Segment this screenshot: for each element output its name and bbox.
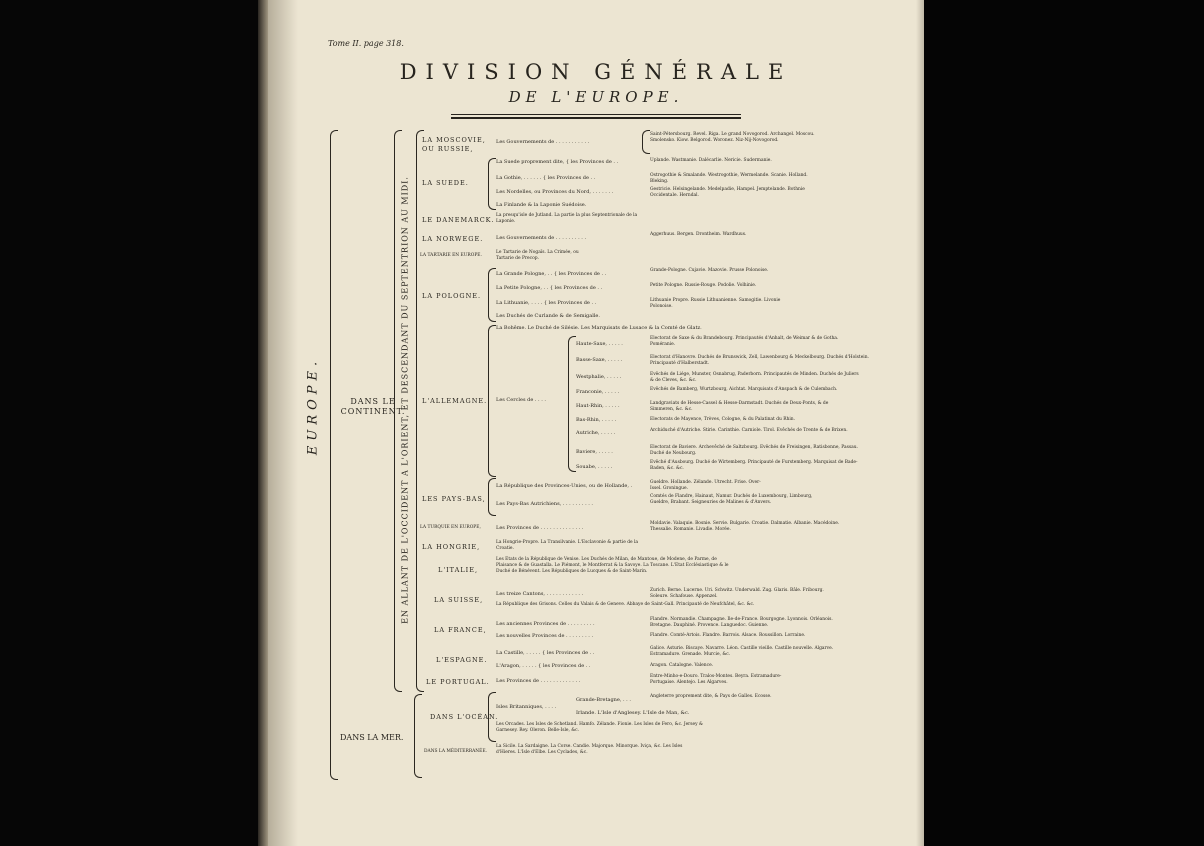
ocean-a1-items: Angleterre proprement dite, & Pays de Galles. Ecosse.	[650, 694, 772, 699]
mer-brace	[414, 694, 422, 778]
continent-label: DANS LE CONTINENT.	[340, 397, 406, 416]
cercle-items: Evêchés de Liége, Munster, Osnabrug, Paderborn. Principautés de Minden. Duchés de Juliers & de Cleves, &c. &c.	[650, 372, 859, 383]
allemagne-sub: Les Cercles de . . . .	[496, 397, 546, 403]
document-page	[268, 0, 924, 846]
espagne-a: La Castille, . . . . . { les Provinces de . .	[496, 650, 595, 656]
page-subtitle: DE L'EUROPE.	[508, 88, 684, 106]
country-moscovie: LA MOSCOVIE, OU RUSSIE,	[422, 136, 486, 154]
france-a-items: Flandre. Normandie. Champagne. Ile-de-France. Bourgogne. Lyonnois. Orléanois. Bretagne. Dauphiné. Provence. Languedoc. Guienne.	[650, 617, 833, 628]
suede-a: La Suede proprement dite, { les Provinces de . .	[496, 159, 619, 165]
europe-label: EUROPE.	[305, 356, 321, 456]
cercle-items: Landgraviats de Hesse-Cassel & Hesse-Darmstadt. Duchés de Deux-Ponts, & de Simmeren, &c. &c.	[650, 401, 829, 412]
tartarie-items: Le Tartarie de Nogaïs. La Crimée, ou Tartarie de Precop.	[496, 250, 579, 261]
suede-c-items: Gestricie. Helsingelande. Medelpadie, Hampel. Jemptelande. Bothnie Occidentale. Herndal.	[650, 187, 805, 198]
country-espagne: L'ESPAGNE.	[436, 656, 488, 664]
page-reference: Tome II. page 318.	[328, 39, 404, 48]
country-ocean: DANS L'OCÉAN.	[430, 713, 499, 721]
france-b: Les nouvelles Provinces de . . . . . . . . .	[496, 633, 594, 639]
cercle-name: Baviere, . . . . .	[576, 449, 613, 455]
pologne-b: La Petite Pologne, . . { les Provinces de . .	[496, 285, 603, 291]
title-rule	[451, 114, 741, 115]
paysbas-a: La République des Provinces-Unies, ou de Hollande, .	[496, 483, 633, 489]
cercle-name: Haute-Saxe, . . . . .	[576, 341, 623, 347]
suede-b: La Gothie, . . . . . . { les Provinces de . .	[496, 175, 596, 181]
direction-label: EN ALLANT DE L'OCCIDENT A L'ORIENT, ET DESCENDANT DU SEPTENTRION AU MIDI.	[400, 176, 410, 624]
title-rule-thick	[451, 117, 741, 119]
turquie-items: Moldavie. Valaquie. Bosnie. Servie. Bulgarie. Croatie. Dalmatie. Albanie. Macédoine. Thessalie. Romanie. Livadie. Morée.	[650, 521, 840, 532]
espagne-b: L'Aragon, . . . . . { les Provinces de . .	[496, 663, 591, 669]
cercle-name: Basse-Saxe, . . . . .	[576, 357, 623, 363]
paysbas-b-items: Comtés de Flandre, Hainaut, Namur. Duchés de Luxembourg, Limbourg, Gueldre, Brabant. Seigneuries de Malines & d'Anvers.	[650, 494, 813, 505]
page-title: DIVISION GÉNÉRALE	[399, 60, 793, 84]
countries-brace	[416, 130, 424, 692]
country-norwege: LA NORWEGE.	[422, 235, 484, 243]
danemarck-items: La presqu'isle de Jutland. La partie la plus Septentrionale de la Laponie.	[496, 213, 638, 224]
mer-label: DANS LA MER.	[340, 733, 404, 742]
country-danemarck: LE DANEMARCK.	[422, 216, 495, 224]
country-paysbas: LES PAYS-BAS,	[422, 495, 486, 503]
cercle-name: Franconie, . . . . .	[576, 389, 620, 395]
dark-background	[924, 0, 1204, 846]
suisse-a: Les treize Cantons, . . . . . . . . . . . .	[496, 591, 584, 597]
espagne-a-items: Galice. Asturie. Biscaye. Navarre. Léon. Castille vieille. Castille nouvelle. Algarve. Estramadure. Grenade. Murcie, &c.	[650, 646, 834, 657]
norwege-sub: Les Gouvernements de . . . . . . . . . .	[496, 235, 587, 241]
cercle-items: Electorat de Baviere. Archevêché de Saltzbourg. Evêchés de Freisingen, Ratisbonne, Passau. Duché de Neubourg.	[650, 445, 858, 456]
suede-a-items: Uplande. Wastmanie. Dalécarlie. Nericie. Sudermanie.	[650, 158, 772, 163]
country-turquie: LA TURQUIE EN EUROPE,	[420, 525, 481, 530]
suede-b-items: Ostrogothie & Smalande. Westrogothie, Wermelande. Scanie. Holland. Bleking.	[650, 173, 808, 184]
ocean-a2: Irlande. L'Isle d'Anglesey. L'Isle de Man, &c.	[576, 710, 690, 716]
portugal-items: Entre-Minho-e-Douro. Tralos-Montes. Beyra. Estramadure-Portugaise. Alentejo. Les Algarves.	[650, 674, 782, 685]
cercle-name: Westphalie, . . . . .	[576, 374, 622, 380]
pologne-b-items: Petite Pologne. Russie-Rouge. Podolie. Volhinie.	[650, 283, 757, 288]
cercle-items: Electorat d'Hanovre. Duchés de Brunswick, Zell, Lawenbourg & Meckelbourg. Duchés d'Holstein. Principauté d'Halberstadt.	[650, 355, 869, 366]
suede-c: Les Nordelles, ou Provinces du Nord, . . . . . . .	[496, 189, 614, 195]
country-suisse: LA SUISSE,	[434, 596, 484, 604]
cercle-items: Electorats de Mayence, Trèves, Cologne, & du Palatinat du Rhin.	[650, 417, 796, 422]
cercle-items: Evêché d'Ausbourg. Duché de Wirtemberg. Principauté de Furstemberg. Marquisat de Bade-Baden, &c. &c.	[650, 460, 858, 471]
italie-items: Les Etats de la République de Venise. Les Duchés de Milan, de Mantoue, de Modene, de Parme, de Plaisance & de Guastalla. Le Piémont, le Montferrat & la Savoye. La Toscane. L'Etat Ecclésiastique & le Duché de Bénévent. Les Républiques de Lucques & de Saint-Marin.	[496, 557, 729, 574]
cercle-items: Archiduché d'Autriche. Stirie. Carinthie. Carniole. Tirol. Evêchés de Trente & de Brixen.	[650, 428, 848, 433]
mediterranee-items: La Sicile. La Sardaigne. La Corse. Candie. Majorque. Minorque. Iviça, &c. Les Isles d'Hieres. L'Isle d'Elbe. Les Cyclades, &c.	[496, 744, 683, 755]
country-france: LA FRANCE,	[434, 626, 487, 634]
pologne-a-items: Grande-Pologne. Cujavie. Mazovie. Prusse Polonoise.	[650, 268, 769, 273]
ocean-b: Les Orcades. Les Isles de Schetland. Hamfo. Zélande. Fionie. Les Isles de Fero, &c. Jersey & Garnesey. Rey. Oleron. Belle-Isle, &c.	[496, 722, 703, 733]
country-mediterranee: DANS LA MÉDITERRANÉE.	[424, 749, 487, 754]
country-hongrie: LA HONGRIE,	[422, 543, 481, 551]
moscovie-items: Saint-Pétersbourg. Revel. Riga. Le grand Novogorod. Archangel. Moscou. Smolensko. Kiow. Belgorod. Woronez. Niz-Nij-Novogorod.	[650, 132, 815, 143]
suisse-a-items: Zurich. Berne. Lucerne. Uri. Schwitz. Underwald. Zug. Glaris. Bâle. Fribourg. Soleure. Schafouse. Appenzel.	[650, 588, 824, 599]
allemagne-head: La Bohême. Le Duché de Silésie. Les Marquisats de Lusace & la Comté de Glatz.	[496, 325, 702, 331]
ocean-a1: Grande-Bretagne, . . .	[576, 697, 631, 703]
country-italie: L'ITALIE,	[438, 566, 479, 574]
suisse-b: La République des Grisons. Celles du Valais & de Geneve. Abbaye de Saint-Gall. Principauté de Neufchâtel, &c. &c.	[496, 602, 755, 607]
europe-brace	[330, 130, 338, 780]
moscovie-sub: Les Gouvernements de . . . . . . . . . . .	[496, 139, 590, 145]
pologne-d: Les Duchés de Curlande & de Semigalle.	[496, 313, 600, 319]
france-a: Les anciennes Provinces de . . . . . . . . .	[496, 621, 595, 627]
espagne-b-items: Aragon. Catalogne. Valence.	[650, 663, 714, 668]
pologne-a: La Grande Pologne, . . { les Provinces de . .	[496, 271, 607, 277]
cercle-items: Electorat de Saxe & du Brandebourg. Principautés d'Anhalt, de Weimar & de Gotha. Poméranie.	[650, 336, 839, 347]
cercle-name: Haut-Rhin, . . . . .	[576, 403, 620, 409]
country-allemagne: L'ALLEMAGNE.	[422, 397, 488, 405]
country-suede: LA SUEDE.	[422, 179, 469, 187]
cercle-name: Bas-Rhin, . . . . .	[576, 417, 617, 423]
cercle-name: Autriche, . . . . .	[576, 430, 616, 436]
norwege-items: Aggerhuus. Bergen. Drontheim. Wardhuus.	[650, 232, 747, 237]
portugal-sub: Les Provinces de . . . . . . . . . . . . .	[496, 678, 581, 684]
suede-d: La Finlande & la Laponie Suédoise.	[496, 202, 587, 208]
pologne-c-items: Lithuanie Propre. Russie Lithuanienne. Samogitie. Livonie Polonoise.	[650, 298, 781, 309]
turquie-sub: Les Provinces de . . . . . . . . . . . . . .	[496, 525, 584, 531]
cercle-name: Souabe, . . . . .	[576, 464, 613, 470]
ocean-a: Isles Britanniques, . . . .	[496, 704, 557, 710]
paysbas-a-items: Gueldre. Hollande. Zélande. Utrecht. Frise. Over-Issel. Groningue.	[650, 480, 761, 491]
country-portugal: LE PORTUGAL.	[426, 678, 490, 686]
france-b-items: Flandre. Comté-Artois. Flandre. Barrois. Alsace. Roussillon. Lorraine.	[650, 633, 806, 638]
country-pologne: LA POLOGNE.	[422, 292, 482, 300]
paysbas-b: Les Pays-Bas Autrichiens, . . . . . . . . . .	[496, 501, 594, 507]
pologne-c: La Lithuanie, . . . . { les Provinces de . .	[496, 300, 597, 306]
cercle-items: Evêchés de Bamberg, Wurtzbourg, Aichtat. Marquisats d'Anspach & de Culembach.	[650, 387, 838, 392]
country-tartarie: LA TARTARIE EN EUROPE.	[420, 253, 482, 258]
hongrie-items: La Hongrie-Propre. La Transilvanie. L'Esclavonie & partie de la Croatie.	[496, 540, 639, 551]
